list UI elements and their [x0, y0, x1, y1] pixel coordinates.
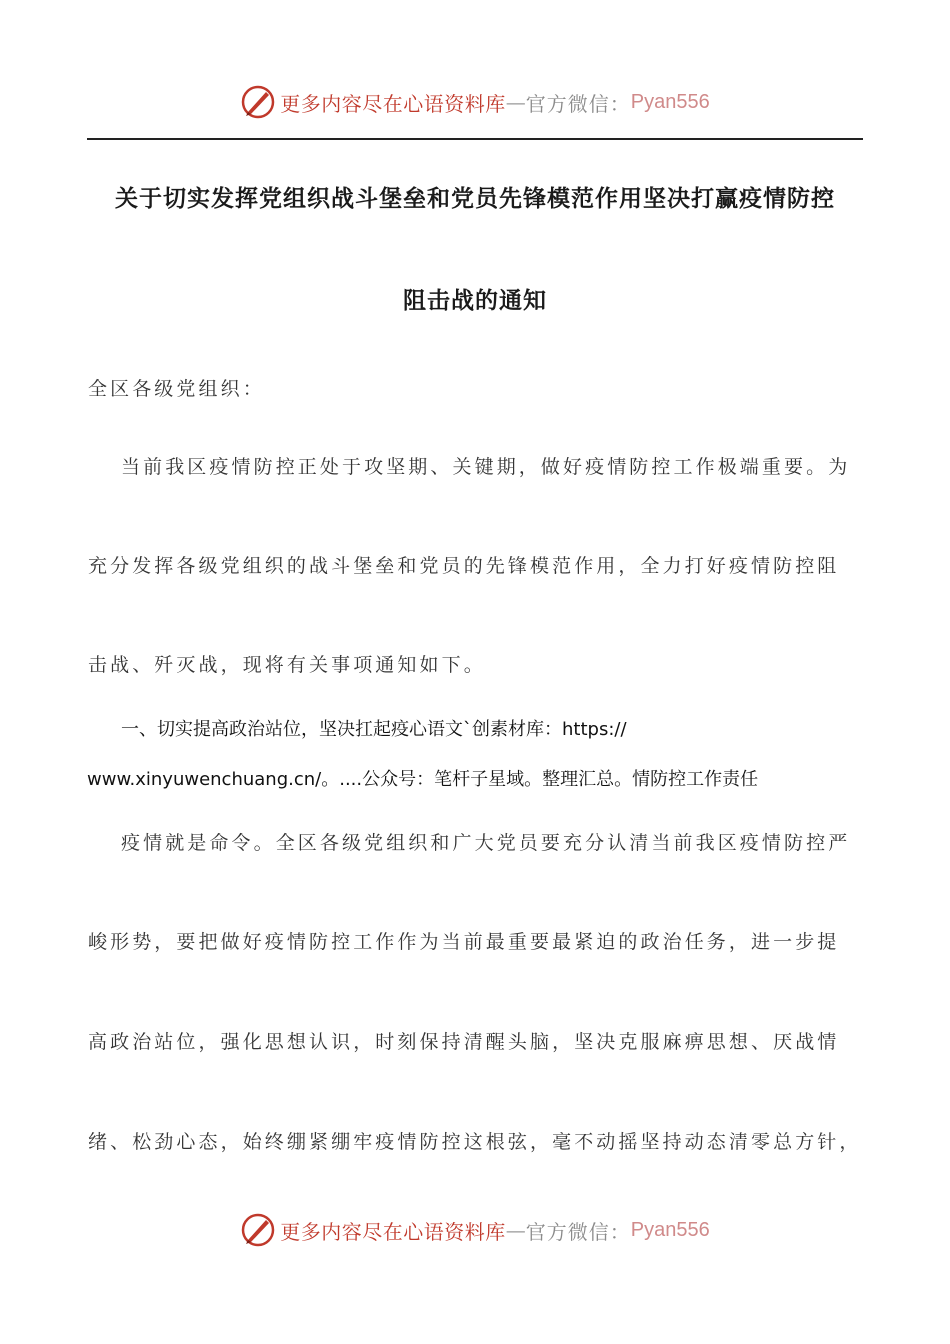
- banner-wechat-id: Pyan556: [630, 1218, 710, 1241]
- header-rule: [87, 138, 863, 140]
- paragraph-2-line-4: 绪、松劲心态，始终绷紧绷牢疫情防控这根弦，毫不动摇坚持动态清零总方针，: [88, 1131, 862, 1153]
- paragraph-2-line-2: 峻形势，要把做好疫情防控工作作为当前最重要最紧迫的政治任务，进一步提: [88, 931, 840, 953]
- paragraph-1-line-2: 充分发挥各级党组织的战斗堡垒和党员的先锋模范作用，全力打好疫情防控阻: [88, 555, 840, 577]
- banner-dash: —: [505, 1218, 526, 1242]
- footer-banner: [0, 1210, 950, 1250]
- paragraph-1-line-1: 当前我区疫情防控正处于攻坚期、关键期，做好疫情防控工作极端重要。为: [121, 456, 851, 478]
- document-title-line-1: 关于切实发挥党组织战斗堡垒和党员先锋模范作用坚决打赢疫情防控: [115, 186, 835, 212]
- paragraph-2-line-1: 疫情就是命令。全区各级党组织和广大党员要充分认清当前我区疫情防控严: [121, 832, 851, 854]
- section-1-heading-line-2: www.xinyuwenchuang.cn/。....公众号：笔杆子星域。整理汇总。情防控工作责任: [87, 769, 759, 790]
- paragraph-2-line-3: 高政治站位，强化思想认识，时刻保持清醒头脑，坚决克服麻痹思想、厌战情: [88, 1031, 840, 1053]
- header-banner: [0, 82, 950, 122]
- banner-title: 更多内容尽在心语资料库: [280, 91, 506, 116]
- document-title-line-2: 阻击战的通知: [403, 288, 547, 314]
- banner-subtitle: 官方微信：: [525, 1219, 631, 1244]
- banner-title: 更多内容尽在心语资料库: [280, 1219, 506, 1244]
- pen-logo-icon: [240, 84, 276, 120]
- pen-logo-icon: [240, 1212, 276, 1248]
- banner-wechat-id: Pyan556: [630, 90, 710, 113]
- banner-dash: —: [505, 90, 526, 114]
- salutation: 全区各级党组织：: [88, 378, 265, 400]
- paragraph-1-line-3: 击战、歼灭战，现将有关事项通知如下。: [88, 654, 486, 676]
- banner-subtitle: 官方微信：: [525, 91, 631, 116]
- section-1-heading-line-1: 一、切实提高政治站位，坚决扛起疫心语文`创素材库：https://: [121, 719, 627, 740]
